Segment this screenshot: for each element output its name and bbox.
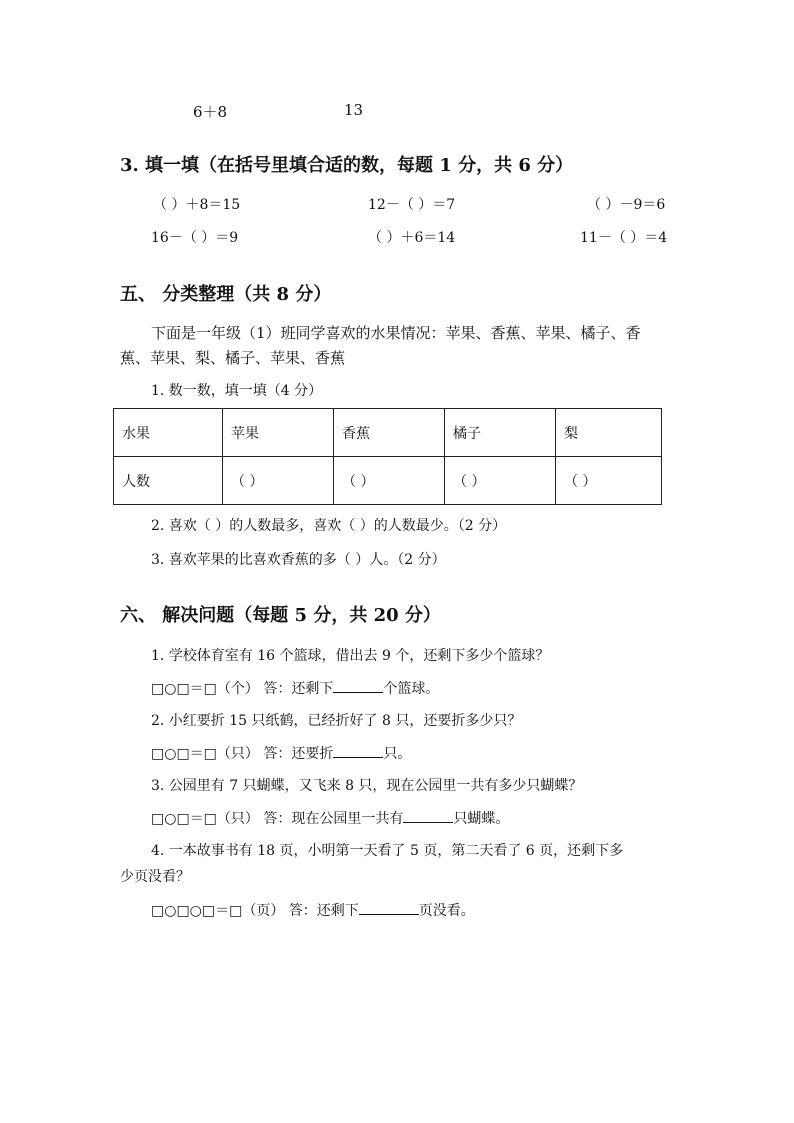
table-row: [114, 409, 662, 457]
question-2: 2. 喜欢（ ）的人数最多，喜欢（ ）的人数最少。（2 分）: [151, 518, 507, 534]
problem-answer: [151, 808, 509, 828]
answer-formula: □○□＝□（个） 答：还剩下: [151, 681, 334, 697]
question-1: 1. 数一数，填一填（4 分）: [151, 383, 323, 399]
problem-question-cont: 少页没看？: [120, 869, 190, 885]
table-cell: 水果: [114, 409, 223, 457]
table-cell: （ ）: [445, 457, 556, 505]
problem-answer: [151, 743, 411, 763]
table-cell: （ ）: [334, 457, 445, 505]
answer-formula: □○□○□＝□（页） 答：还剩下: [151, 903, 359, 919]
table-cell: 苹果: [223, 409, 334, 457]
table-cell: 人数: [114, 457, 223, 505]
table-cell: 香蕉: [334, 409, 445, 457]
answer-blank[interactable]: [359, 901, 419, 915]
top-expression: 6＋8: [193, 103, 228, 121]
fill-item: （ ）＋6＝14: [368, 230, 456, 246]
intro-line: 蕉、苹果、梨、橘子、苹果、香蕉: [120, 349, 346, 367]
answer-formula: □○□＝□（只） 答：还要折: [151, 746, 334, 762]
problem-question: 3. 公园里有 7 只蝴蝶，又飞来 8 只，现在公园里一共有多少只蝴蝶？: [151, 778, 583, 794]
answer-unit: 页没看。: [418, 903, 475, 919]
problem-question: 4. 一本故事书有 18 页，小明第一天看了 5 页，第二天看了 6 页，还剩下多: [151, 843, 624, 859]
fill-item: 12－（ ）＝7: [368, 197, 456, 213]
fill-item: （ ）＋8＝15: [153, 197, 241, 213]
answer-blank[interactable]: [333, 744, 383, 758]
problem-answer: [151, 678, 439, 698]
top-value: 13: [344, 101, 364, 119]
fill-item: 11－（ ）＝4: [580, 230, 668, 246]
problem-question: 2. 小红要折 15 只纸鹤，已经折好了 8 只，还要折多少只？: [151, 713, 522, 729]
table-cell: （ ）: [223, 457, 334, 505]
table-row: [114, 457, 662, 505]
section6-heading: 六、 解决问题（每题 5 分，共 20 分）: [120, 605, 441, 626]
answer-formula: □○□＝□（只） 答：现在公园里一共有: [151, 811, 404, 827]
table-cell: （ ）: [556, 457, 662, 505]
answer-unit: 只蝴蝶。: [453, 811, 510, 827]
answer-blank[interactable]: [403, 809, 453, 823]
intro-line: 下面是一年级（1）班同学喜欢的水果情况：苹果、香蕉、苹果、橘子、香: [151, 324, 641, 342]
problem-question: 1. 学校体育室有 16 个篮球，借出去 9 个，还剩下多少个篮球？: [151, 648, 550, 664]
section3-heading: 3. 填一填（在括号里填合适的数，每题 1 分，共 6 分）: [120, 155, 574, 176]
section5-heading: 五、 分类整理（共 8 分）: [120, 284, 332, 305]
question-3: 3. 喜欢苹果的比喜欢香蕉的多（ ）人。（2 分）: [151, 552, 446, 568]
table-cell: 橘子: [445, 409, 556, 457]
fill-item: 16－（ ）＝9: [151, 230, 239, 246]
table-cell: 梨: [556, 409, 662, 457]
fruit-table: [113, 408, 662, 505]
answer-blank[interactable]: [333, 679, 383, 693]
fill-item: （ ）－9＝6: [587, 197, 666, 213]
answer-unit: 个篮球。: [383, 681, 440, 697]
answer-unit: 只。: [383, 746, 412, 762]
problem-answer: [151, 900, 475, 920]
